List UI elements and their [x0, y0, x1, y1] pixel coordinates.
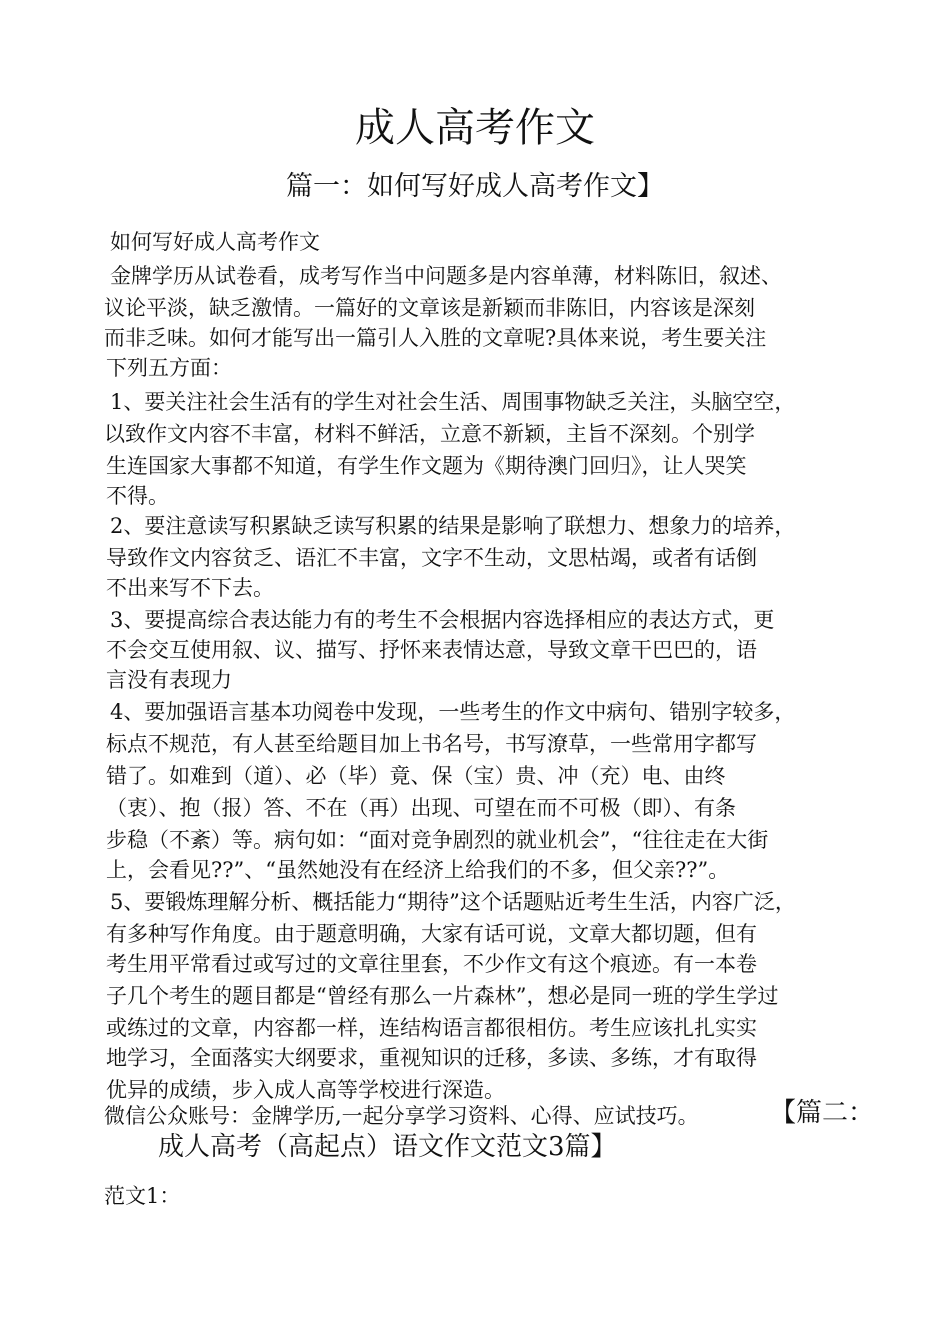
body-line: 不得。: [106, 484, 169, 508]
body-line: 议论平淡，缺乏激情。一篇好的文章该是新颖而非陈旧，内容该是深刻: [104, 296, 755, 320]
body-line: 地学习，全面落实大纲要求，重视知识的迁移，多读、多练，才有取得: [106, 1046, 757, 1070]
body-line: 如何写好成人高考作文: [110, 230, 320, 254]
body-line: 言没有表现力: [106, 668, 232, 692]
body-line: 微信公众账号：金牌学历,一起分享学习资料、心得、应试技巧。: [104, 1104, 699, 1128]
body-line: 1、要关注社会生活有的学生对社会生活、周围事物缺乏关注，头脑空空，: [110, 390, 796, 414]
section-one-heading: 篇一：如何写好成人高考作文】: [286, 171, 664, 202]
body-line: 4、要加强语言基本功阅卷中发现，一些考生的作文中病句、错别字较多，: [110, 700, 796, 724]
section-two-heading: 成人高考（高起点）语文作文范文3篇】: [158, 1132, 617, 1162]
body-line: 生连国家大事都不知道，有学生作文题为《期待澳门回归》，让人哭笑: [106, 454, 747, 478]
body-line: 错了。如难到（道）、必（毕）竟、保（宝）贵、冲（充）电、由终: [106, 764, 726, 788]
document-title: 成人高考作文: [355, 105, 595, 151]
body-line: 考生用平常看过或写过的文章往里套，不少作文有这个痕迹。有一本卷: [106, 952, 757, 976]
body-line: 或练过的文章，内容都一样，连结构语言都很相仿。考生应该扎扎实实: [106, 1016, 757, 1040]
body-line: 标点不规范，有人甚至给题目加上书名号，书写潦草，一些常用字都写: [106, 732, 757, 756]
body-line: 而非乏味。如何才能写出一篇引人入胜的文章呢?具体来说，考生要关注: [104, 326, 767, 350]
body-line: （衷）、抱（报）答、不在（再）出现、可望在而不可极（即）、有条: [106, 796, 736, 820]
body-line: 下列五方面：: [106, 356, 232, 380]
body-line: 不出来写不下去。: [106, 576, 274, 600]
sample-essay-label: 范文1：: [104, 1184, 181, 1208]
body-line: 有多种写作角度。由于题意明确，大家有话可说，文章大都切题，但有: [106, 922, 757, 946]
body-line: 不会交互使用叙、议、描写、抒怀来表情达意，导致文章干巴巴的，语: [106, 638, 757, 662]
body-line: 5、要锻炼理解分析、概括能力“期待”这个话题贴近考生生活，内容广泛，: [110, 890, 796, 914]
body-line: 以致作文内容不丰富，材料不鲜活，立意不新颖，主旨不深刻。个别学: [104, 422, 755, 446]
body-line: 导致作文内容贫乏、语汇不丰富，文字不生动，文思枯竭，或者有话倒: [106, 546, 757, 570]
body-line: 3、要提高综合表达能力有的考生不会根据内容选择相应的表达方式，更: [110, 608, 775, 632]
body-line: 步稳（不紊）等。病句如：“面对竞争剧烈的就业机会”，“往往走在大街: [106, 828, 769, 852]
section-two-heading-start: 【篇二：: [770, 1098, 875, 1128]
body-line: 子几个考生的题目都是“曾经有那么一片森林”，想必是同一班的学生学过: [106, 984, 779, 1008]
body-line: 优异的成绩，步入成人高等学校进行深造。: [106, 1078, 505, 1102]
body-line: 金牌学历从试卷看，成考写作当中问题多是内容单薄，材料陈旧，叙述、: [110, 264, 782, 288]
body-line: 上，会看见??”、“虽然她没有在经济上给我们的不多，但父亲??”。: [106, 858, 730, 882]
body-line: 2、要注意读写积累缺乏读写积累的结果是影响了联想力、想象力的培养，: [110, 514, 796, 538]
